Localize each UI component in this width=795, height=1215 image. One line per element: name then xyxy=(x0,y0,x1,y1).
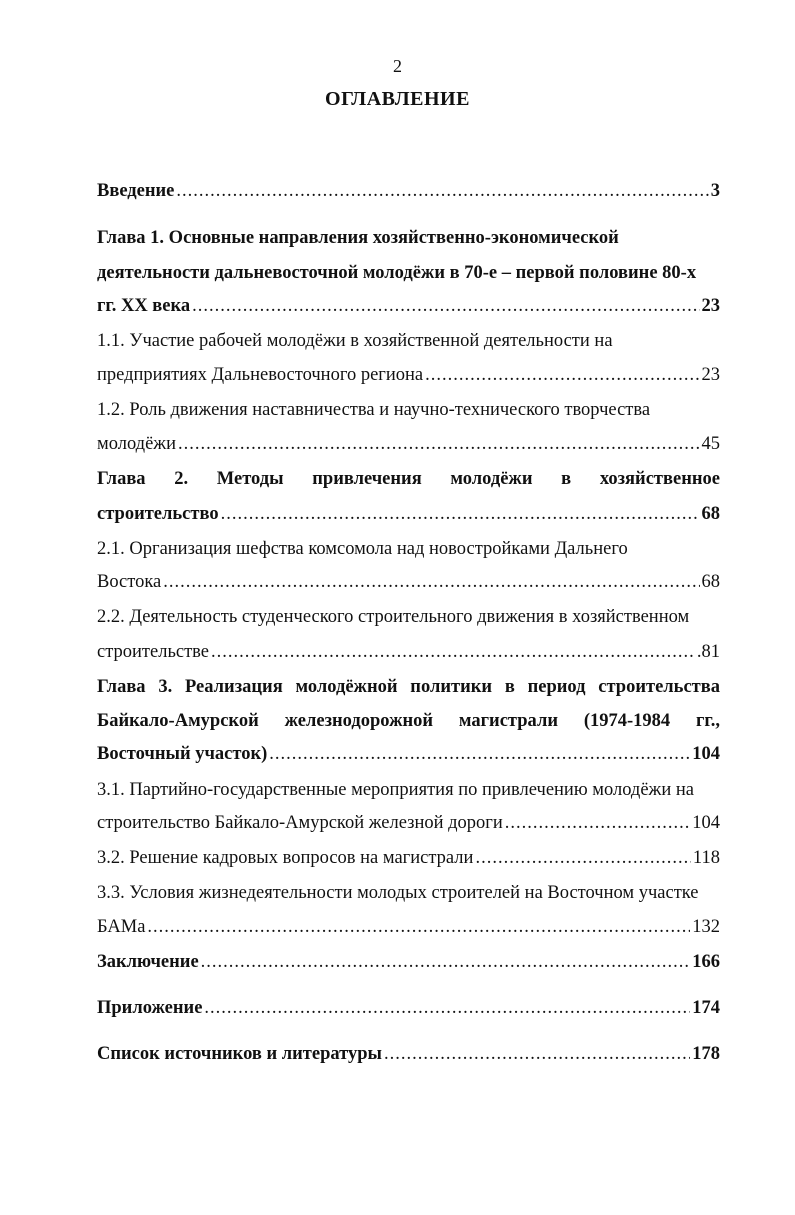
toc-entry-sources[interactable] xyxy=(97,1041,720,1067)
toc-entry-section-3-3-line-1[interactable]: 3.3. Условия жизнедеятельности молодых строителей на Восточном участке xyxy=(97,883,699,903)
toc-entry-label: Востока xyxy=(97,572,162,592)
dot-leader xyxy=(221,501,700,527)
toc-entry-page: 178 xyxy=(692,1044,720,1064)
dot-leader xyxy=(384,1041,690,1067)
toc-entry-page: .81 xyxy=(696,642,720,662)
toc-entry-label: Введение xyxy=(97,181,175,201)
toc-entry-intro[interactable] xyxy=(97,178,720,204)
toc-entry-chapter-2[interactable] xyxy=(97,501,720,527)
toc-entry-section-1-1[interactable] xyxy=(97,362,720,388)
dot-leader xyxy=(176,178,708,204)
toc-entry-section-2-1-line-1[interactable]: 2.1. Организация шефства комсомола над новостройками Дальнего xyxy=(97,539,628,559)
dot-leader xyxy=(269,741,690,767)
dot-leader xyxy=(505,810,690,836)
toc-entry-page: 68 xyxy=(701,504,720,524)
toc-entry-chapter-1-line-1[interactable]: Глава 1. Основные направления хозяйственно-экономической xyxy=(97,228,619,248)
dot-leader xyxy=(475,845,690,871)
toc-entry-label: гг. XX века xyxy=(97,296,191,316)
toc-entry-appendix[interactable] xyxy=(97,995,720,1021)
toc-entry-section-1-1-line-1[interactable]: 1.1. Участие рабочей молодёжи в хозяйственной деятельности на xyxy=(97,331,613,351)
dot-leader xyxy=(201,949,691,975)
dot-leader xyxy=(211,639,695,665)
toc-entry-chapter-3[interactable] xyxy=(97,741,720,767)
toc-entry-conclusion[interactable] xyxy=(97,949,720,975)
toc-entry-section-3-2[interactable] xyxy=(97,845,720,871)
toc-entry-label: Заключение xyxy=(97,952,199,972)
toc-entry-page: 174 xyxy=(692,998,720,1018)
dot-leader xyxy=(204,995,690,1021)
toc-entry-chapter-3-line-1[interactable]: Глава 3. Реализация молодёжной политики в период строительства xyxy=(97,677,720,697)
toc-entry-label: Список источников и литературы xyxy=(97,1044,382,1064)
toc-entry-label: строительстве xyxy=(97,642,210,662)
toc-entry-page: 132 xyxy=(692,917,720,937)
dot-leader xyxy=(425,362,699,388)
toc-entry-section-1-2-line-1[interactable]: 1.2. Роль движения наставничества и научно-технического творчества xyxy=(97,400,651,420)
toc-entry-section-2-1[interactable] xyxy=(97,569,720,595)
toc-entry-label: БАМа xyxy=(97,917,146,937)
toc-entry-label: предприятиях Дальневосточного региона xyxy=(97,365,424,385)
toc-entry-label: Восточный участок) xyxy=(97,744,268,764)
toc-entry-chapter-3-line-2[interactable]: Байкало-Амурской железнодорожной магистрали (1974-1984 гг., xyxy=(97,711,720,731)
dot-leader xyxy=(192,293,699,319)
toc-entry-section-3-1-line-1[interactable]: 3.1. Партийно-государственные мероприятия по привлечению молодёжи на xyxy=(97,780,694,800)
dot-leader xyxy=(178,431,700,457)
toc-entry-label: Приложение xyxy=(97,998,203,1018)
dot-leader xyxy=(163,569,699,595)
toc-entry-label: строительство xyxy=(97,504,219,524)
toc-entry-section-1-2[interactable] xyxy=(97,431,720,457)
toc-entry-page: 104 xyxy=(692,813,720,833)
page-title: ОГЛАВЛЕНИЕ xyxy=(325,88,470,110)
toc-entry-section-2-2[interactable] xyxy=(97,639,720,665)
dot-leader xyxy=(147,914,690,940)
toc-entry-section-3-3[interactable] xyxy=(97,914,720,940)
toc-entry-label: 3.2. Решение кадровых вопросов на магистрали xyxy=(97,848,474,868)
toc-entry-label: молодёжи xyxy=(97,434,176,454)
toc-entry-page: 166 xyxy=(692,952,720,972)
toc-entry-section-3-1[interactable] xyxy=(97,810,720,836)
toc-entry-label: строительство Байкало-Амурской железной дороги xyxy=(97,813,503,833)
toc-entry-page: 104 xyxy=(692,744,720,764)
toc-entry-page: 3 xyxy=(710,181,720,201)
toc-entry-page: 68 xyxy=(701,572,720,592)
toc-entry-chapter-2-line-1[interactable]: Глава 2. Методы привлечения молодёжи в хозяйственное xyxy=(97,469,720,489)
toc-entry-page: 45 xyxy=(701,434,720,454)
toc-entry-page: 118 xyxy=(692,848,720,868)
toc-entry-section-2-2-line-1[interactable]: 2.2. Деятельность студенческого строительного движения в хозяйственном xyxy=(97,607,690,627)
toc-entry-page: 23 xyxy=(701,365,720,385)
toc-entry-page: 23 xyxy=(701,296,720,316)
page-number: 2 xyxy=(393,56,402,76)
toc-entry-chapter-1[interactable] xyxy=(97,293,720,319)
toc-entry-chapter-1-line-2[interactable]: деятельности дальневосточной молодёжи в 70-е – первой половине 80-х xyxy=(97,263,697,283)
